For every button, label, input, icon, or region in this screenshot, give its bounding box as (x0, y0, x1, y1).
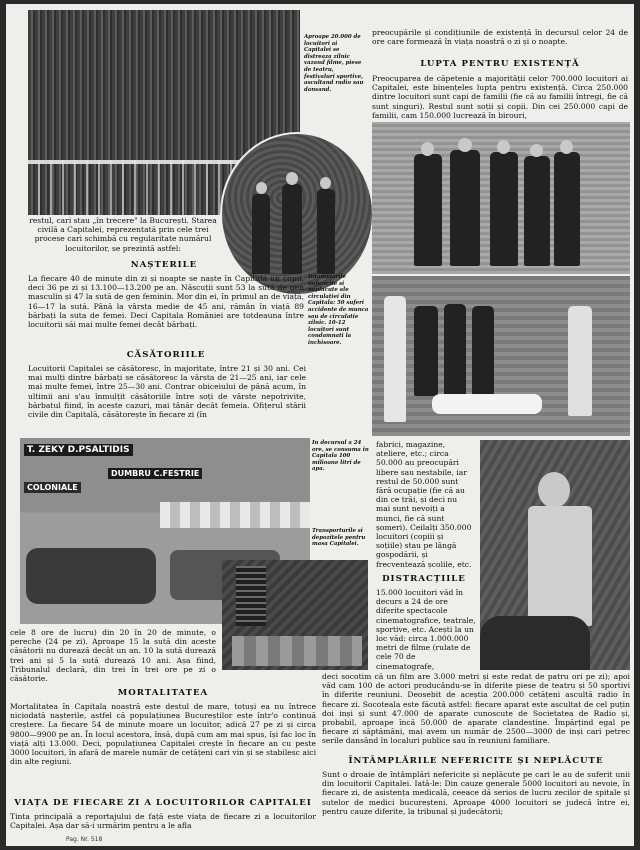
man-drinking-photo (480, 440, 630, 670)
text-mortalitatea: Mortalitatea în Capitala noastră este destul de mare, totuși ea nu întrece niciodată nașterile, astfel că populațiunea Bucureștilor este într'o continuă creștere. La fiecare 54 de minute moare un locuitor, adică 27 pe zi și circa 9800—9900 pe an. În locul acestora, însă, după cum am mai spus, își fac loc în viață alți 13.000. Deci, populațiunea Capitalei crește în fiecare an cu peste 3000 locuitori, în afară de marele număr de cetățeni cari vin și se stabilesc aici din alte regiuni. (10, 702, 316, 767)
text-lupta: Preocuparea de căpetenie a majorității celor 700.000 locuitori ai Capitalei, este binențeles lupta pentru existență. Circa 250.000 dintre locuitori sunt capi de familii (fie că au familii întregi, fie că sunt singuri). Restul sunt soții și copii. Din cei 250.000 capi de familii, cam 150.000 lucrează în birouri, (372, 74, 628, 120)
accident-caption: Intamplarile nefericite si neplacute ale circulatiei din Capitala: 50 suferi accidente de munca sau de circulatie zilnic. 10-12 locuitori sunt condamnati la inchisoare. (308, 274, 369, 346)
heading-viata: VIAȚA DE FIECARE ZI A LOCUITORILOR CAPITALEI (14, 798, 312, 808)
water-caption: In decursul a 24 ore, se consuma in Capitala 100 milioane litri de apa. (312, 440, 369, 473)
shop-sign-3: COLONIALE (24, 482, 81, 493)
circular-inset-photo (220, 132, 374, 296)
text-distractii-col: 15.000 locuitori văd în decurs a 24 de ore diferite spectacole cinematografice, teatrale, sportive, etc. Acești la un loc văd: circa 1.000.000 metri de filme (rulate de cele 70 de cinematografe, (376, 588, 476, 671)
text-nasterile: La fiecare 40 de minute din zi și noapte se naște în Capitală un copil, deci 36 pe zi și 13.100—13.200 pe an. Născuții sunt 53 la sută de gen masculin și 47 la sută de gen feminin. Mor din ei, în primul an de viață, 16—17 la sută. Până la vârsta medie de 45 ani, rămân în viață 89 bărbați la suta de femei. Deci Capitala României are totdeauna între locuitorii săi mai multe femei decât bărbați. (28, 274, 304, 330)
text-casatoriile: Locuitorii Capitalei se căsătoresc, în majoritate, între 21 și 30 ani. Cei mai mulți dintre bărbați se căsătoresc la vârsta de 21—25 ani, iar cele mai multe femei, între 25—30 ani. Contrar obiceiului de până acum, în ultimii ani s'au înmulțit căsătoriile între soți de vârste nepotrivite, bărbatul fiind, în aceste cazuri, mai tânăr decât femeia. Ofițerul stării civile din Capitală, căsătorește în fiecare zi (în (28, 364, 306, 420)
heading-lupta: LUPTA PENTRU EXISTENȚĂ (420, 59, 580, 69)
fountain-basin (480, 616, 590, 670)
text-distractii-wide: deci socotim că un film are 3.000 metri și este redat de patru ori pe zi); apoi văd cam 100 de actori producându-se în diferite piese de teatru și 50 sportivi în diferite reuniuni. Deosebit de aceștia 200.000 cetățeni ascultă radio în fiecare zi. Socoteala este făcută astfel: fiecare aparat este ascultat de cel puțin doi inși și sunt 47.000 de aparate cunoscute de Societatea de Radio și, probabil, aproape încă 50.000 de aparate clandestine. Împărțind egal pe fiecare zi săptămâni, mai avem un număr de 2500—3000 de inși cari petrec serile dansând în localuri publice sau în reuniuni familiare. (322, 672, 630, 746)
market-photo (222, 560, 368, 670)
heading-nasterile: NAȘTERILE (130, 260, 198, 270)
intro-left: restul, cari stau „în trecere" la București. Starea civilă a Capitalei, reprezentată prin cele trei procese cari schimbă cu regularitate numărul locuitorilor, se prezintă astfel: (29, 216, 217, 253)
heading-casatoriile: CĂSĂTORIILE (126, 350, 206, 360)
crowd-caption: Aproape 20.000 de locuitori ai Capitalei se distreaza zilnic vazand filme, piese de teatru, festivaluri sportive, ascultand radio sau dansand. (304, 34, 364, 93)
accident-photo (372, 276, 630, 436)
heading-distractiile: DISTRACȚIILE (382, 574, 466, 584)
heading-intamplarile: ÎNTÂMPLĂRILE NEFERICITE ȘI NEPLĂCUTE (348, 756, 604, 766)
text-viata: Tinta principală a reportajului de față este viața de fiecare zi a locuitorilor Capitalei. Așa dar să-i urmărim pentru a le afla (10, 812, 316, 831)
heading-mortalitatea: MORTALITATEA (117, 688, 209, 698)
magazine-page (6, 4, 634, 846)
shop-sign-1: T. ZEKY D.PSALTIDIS (24, 444, 133, 456)
men-street-photo (372, 122, 630, 274)
awning (160, 502, 310, 528)
sheet-on-ground (432, 394, 542, 414)
transport-caption: Transporturile si depozitele pentru masa Capitalei. (312, 528, 366, 548)
horse-cart (26, 548, 156, 604)
text-middle-col: fabrici, magazine, ateliere, etc.; circa 50.000 au preocupări libere sau nestabile, iar restul de 50.000 sunt fără ocupație (fie că au din ce trăi, și deci nu mai sunt nevoiți a munci, fie că sunt șomeri). Ceilalți 350.000 locuitori (copiii și soțiile) stau pe lângă gospodării, și frecventează școlile, etc. (376, 440, 472, 569)
hanging-goods (236, 566, 266, 626)
shop-sign-2: DUMBRU C.FESTRIE (108, 468, 202, 479)
baskets (232, 636, 362, 666)
text-intamplarile: Sunt o droaie de întâmplări nefericite și neplăcute pe cari le au de suferit unii din locuitorii Capitalei. Iată-le: Din cauze generale 5000 locuitori au nevoie, în fiecare zi, de asistența medicală, ceeace dă serios de lucru zecilor de spitale și sutelor de medici bucureșteni. Aproape 4000 locuitori se judecă între ei, pentru cauze diferite, la tribunal și judecătorii; (322, 770, 630, 816)
text-bottom-left1: cele 8 ore de lucru) din 20 în 20 de minute, o pereche (24 pe zi). Aproape 15 la sută din aceste căsătorii nu durează decât un an. 10 la sută durează trei ani și 5 la sută durează 10 ani. Așa fiind, Tribunalul declară, din trei în trei ore pe zi o căsătorie. (10, 628, 216, 684)
page-footer: Pag. Nr. 518 (66, 836, 103, 843)
top-right-intro: preocupările și condițiunile de existență în decursul celor 24 de ore care formează în viața noastră o zi și o noapte. (372, 28, 628, 47)
